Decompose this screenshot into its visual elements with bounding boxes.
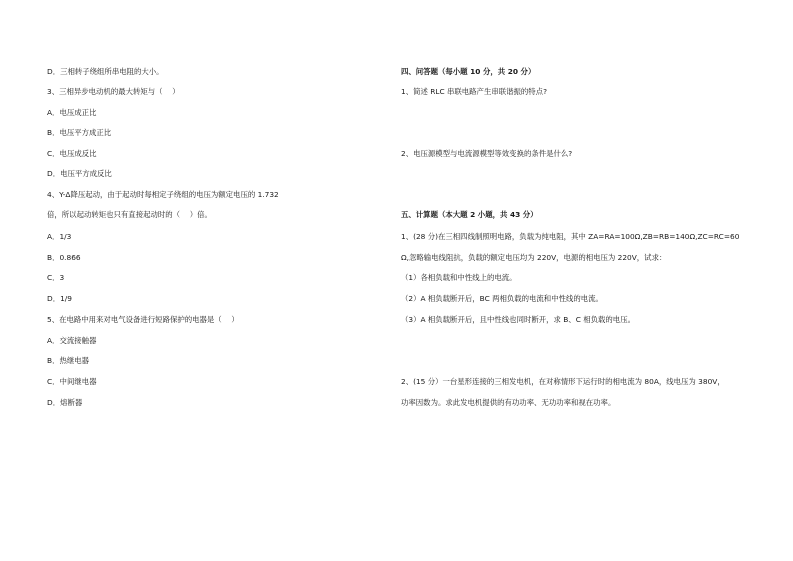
q4-option-b: B．0.866: [47, 253, 81, 262]
section-4-title: 四、问答题（每小题 10 分，共 20 分）: [401, 67, 536, 76]
section-4-q2: 2、电压源模型与电流源模型等效变换的条件是什么?: [401, 149, 573, 158]
section-5-q1-line2: Ω,忽略输电线阻抗，负载的额定电压均为 220V，电源的相电压为 220V，试求：: [401, 253, 667, 262]
q5-option-c: C．中间继电器: [47, 377, 97, 386]
q3-option-a: A．电压成正比: [47, 108, 97, 117]
q5-option-a: A．交流接触器: [47, 336, 97, 345]
section-5-q2-line2: 功率因数为。求此发电机提供的有功功率、无功功率和视在功率。: [401, 398, 616, 407]
q5-option-d: D．熔断器: [47, 398, 83, 407]
q4-option-d: D．1/9: [47, 294, 72, 303]
q4-option-c: C．3: [47, 273, 65, 282]
q5-stem: 5、在电路中用来对电气设备进行短路保护的电器是（ ）: [47, 315, 239, 324]
q4-stem-line1: 4、Y-Δ降压起动，由于起动时每相定子绕组的电压为额定电压的 1.732: [47, 190, 279, 199]
q3-option-b: B．电压平方成正比: [47, 128, 112, 137]
q3-stem: 3、三相异步电动机的最大转矩与（ ）: [47, 87, 180, 96]
section-5-q1-line1: 1、(28 分)在三相四线制照明电路，负载为纯电阻，其中 ZA=RA=100Ω,ZB=RB=140Ω,ZC=RC=60: [401, 232, 740, 241]
section-5-q1-sub3: （3）A 相负载断开后，且中性线也同时断开，求 B、C 相负载的电压。: [401, 315, 635, 324]
section-5-title: 五、计算题（本大题 2 小题，共 43 分）: [401, 210, 538, 219]
q4-stem-line2: 倍，所以起动转矩也只有直接起动时的（ ）倍。: [47, 210, 212, 219]
section-5-q1-sub1: （1）各相负载和中性线上的电流。: [401, 273, 517, 282]
q3-option-c: C．电压成反比: [47, 149, 97, 158]
section-5-q2-line1: 2、(15 分）一台星形连接的三相发电机，在对称情形下运行时的相电流为 80A，线电压为 380V，: [401, 377, 725, 386]
section-4-q1: 1、简述 RLC 串联电路产生串联谐振的特点?: [401, 87, 547, 96]
q3-option-d: D．电压平方成反比: [47, 169, 112, 178]
q4-option-a: A．1/3: [47, 232, 72, 241]
section-5-q1-sub2: （2）A 相负载断开后，BC 两相负载的电流和中性线的电流。: [401, 294, 603, 303]
q2-option-d: D．三相转子绕组所串电阻的大小。: [47, 67, 164, 76]
q5-option-b: B．热继电器: [47, 356, 90, 365]
